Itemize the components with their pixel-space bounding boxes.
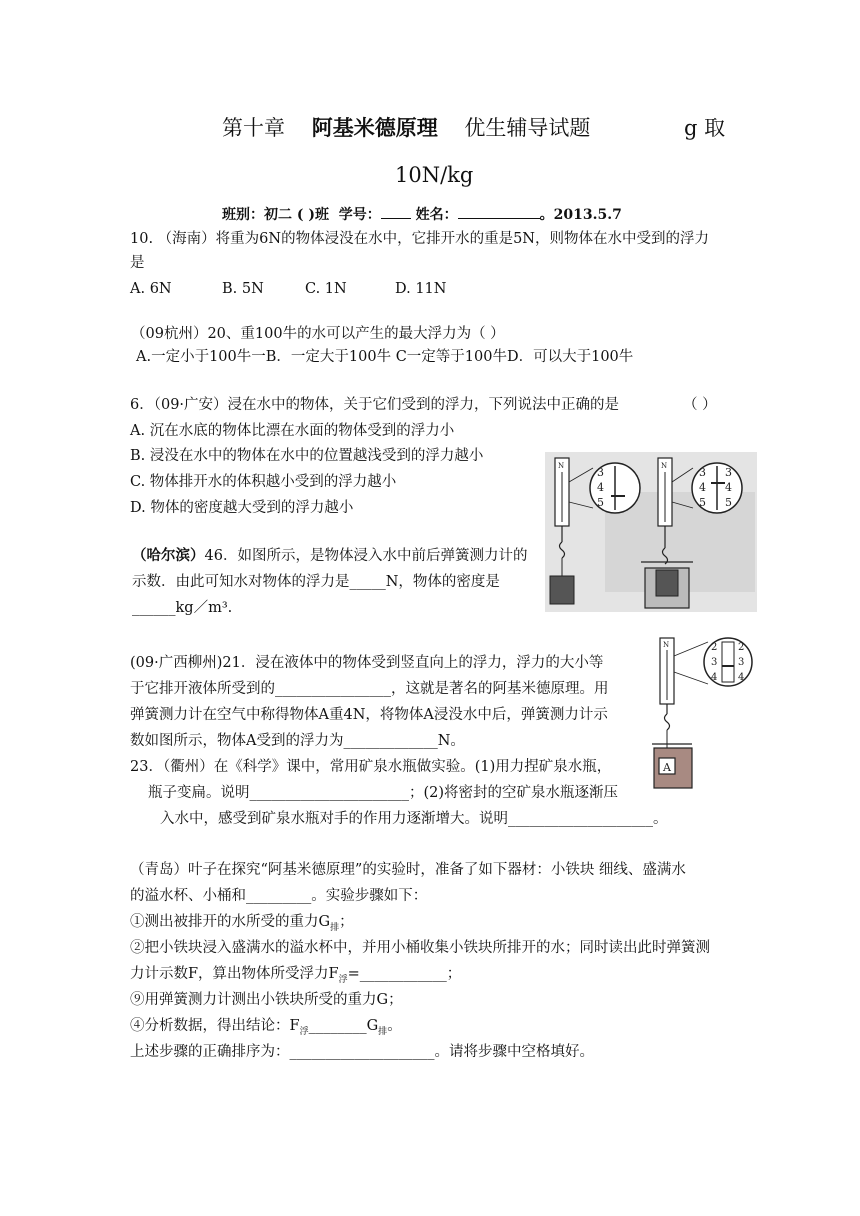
qd-step1-text: ①测出被排开的水所受的重力G: [130, 914, 331, 930]
fig1-left-tick-2: 4: [597, 481, 604, 494]
qd-last: 上述步骤的正确排序为：____________________。请将步骤中空格填好。: [130, 1044, 594, 1060]
q6-paren: （ ）: [683, 397, 717, 413]
class-label: 班别：初二 ( )班: [222, 207, 329, 223]
q10-line1: 10. （海南）将重为6N的物体浸没在水中，它排开水的重是5N，则物体在水中受到的浮力: [130, 231, 709, 247]
student-no-label: 学号：: [338, 207, 381, 223]
fig2-tick-2: 3: [711, 657, 718, 668]
fig2-tick-1: 2: [711, 642, 718, 653]
q46-line2: 示数．由此可知水对物体的浮力是_____N，物体的密度是: [132, 574, 500, 590]
q6-option-d: D. 物体的密度越大受到的浮力越小: [130, 500, 354, 516]
q21-line2: 于它排开液体所受到的________________，这就是著名的阿基米德原理。用: [130, 681, 609, 697]
qd-step1-sub: 排: [330, 922, 340, 933]
q21-line1: (09·广西柳州)21．浸在液体中的物体受到竖直向上的浮力，浮力的大小等: [130, 655, 604, 671]
q21-line3: 弹簧测力计在空气中称得物体A重4N，将物体A浸没水中后，弹簧测力计示: [130, 707, 608, 723]
qd-step2b: [130, 964, 461, 990]
qd-step4-blank: ________G: [308, 1018, 379, 1034]
qd-step4-sub1: 浮: [299, 1026, 309, 1037]
q10-line2: 是: [130, 255, 145, 271]
fig2-box-label: A: [663, 761, 671, 774]
q6-option-b: B. 浸没在水中的物体在水中的位置越浅受到的浮力越小: [130, 448, 484, 464]
fig1-right-tick-1: 3: [699, 466, 706, 479]
fig2-tick-3b: 4: [738, 672, 745, 683]
fig2-tick-3: 4: [711, 672, 718, 683]
name-label: 姓名：: [415, 207, 458, 223]
q23-line3: 入水中，感受到矿泉水瓶对手的作用力逐渐增大。说明____________________。: [160, 811, 668, 827]
spring-scale-figure-2-svg: [652, 632, 758, 792]
spring-scale-figure-1-svg: [545, 452, 757, 612]
qd-step1: [130, 912, 354, 938]
q6-option-a: A. 沉在水底的物体比漂在水面的物体受到的浮力小: [130, 423, 455, 439]
qd-step4-text: ④分析数据，得出结论：F: [130, 1018, 300, 1034]
q23-line1: 23．（衢州）在《科学》课中，常用矿泉水瓶做实验。(1)用力捏矿泉水瓶，: [130, 759, 612, 775]
fig1-right-scale-label: N: [661, 462, 668, 470]
spring-scale-figure-2: [652, 632, 758, 792]
qd-step4-sub2: 排: [378, 1026, 388, 1037]
fig1-right-tick-2b: 4: [725, 481, 732, 494]
q20-options: A.一定小于100牛一B．一定大于100牛 C一定等于100牛D．可以大于100牛: [136, 349, 634, 365]
title-g-note: g 取: [684, 116, 726, 140]
title-subtitle: 优生辅导试题: [464, 116, 591, 140]
q10-options: [130, 279, 446, 299]
q21-line4: 数如图所示，物体A受到的浮力为_____________N。: [130, 733, 465, 749]
fig1-left-scale-label: N: [558, 462, 565, 470]
info-line: [222, 204, 622, 225]
q10-option-b: B. 5N: [222, 281, 264, 297]
fig1-right-tick-1b: 3: [725, 466, 732, 479]
name-blank: [458, 204, 540, 219]
q6-stem: 6．（09·广安）浸在水中的物体，关于它们受到的浮力，下列说法中正确的是: [130, 397, 620, 413]
fig1-right-tick-3b: 5: [725, 496, 732, 509]
q46-line3: ______kg／m³.: [132, 600, 233, 616]
qd-step1-end: ；: [339, 914, 354, 930]
q10-option-a: A. 6N: [130, 281, 172, 297]
q6-option-c: C. 物体排开水的体积越小受到的浮力越小: [130, 474, 397, 490]
qd-step2b-sub: 浮: [338, 974, 348, 985]
fig2-tick-2b: 3: [738, 657, 745, 668]
q20-stem: （09杭州）20、重100牛的水可以产生的最大浮力为（ ）: [131, 326, 505, 342]
qd-step2a: ②把小铁块浸入盛满水的溢水杯中，并用小桶收集小铁块所排开的水；同时读出此时弹簧测: [130, 940, 710, 956]
qd-line2: 的溢水杯、小桶和_________。实验步骤如下：: [130, 888, 428, 904]
qd-step4: [130, 1016, 402, 1042]
qd-line1: （青岛）叶子在探究“阿基米德原理”的实验时，准备了如下器材：小铁块 细线、盛满水: [130, 862, 686, 878]
q10-option-c: C. 1N: [305, 281, 347, 297]
q10-option-d: D. 11N: [395, 281, 447, 297]
fig1-left-tick-3: 5: [597, 496, 604, 509]
q23-line2: 瓶子变扁。说明______________________；(2)将密封的空矿泉水瓶逐渐压: [148, 785, 619, 801]
date: 。2013.5.7: [539, 207, 622, 223]
q46-text1: 46．如图所示，是物体浸入水中前后弹簧测力计的: [204, 548, 528, 564]
page-title: [222, 113, 590, 143]
title-g-value: 10N/kg: [395, 163, 474, 187]
fig1-right-tick-3: 5: [699, 496, 706, 509]
fig1-left-tick-1: 3: [597, 466, 604, 479]
qd-step2b-text: 力计示数F，算出物体所受浮力F: [130, 966, 339, 982]
spring-scale-figure-1: [545, 452, 757, 612]
fig1-right-tick-2: 4: [699, 481, 706, 494]
student-no-blank: [381, 204, 411, 219]
title-name: 阿基米德原理: [311, 115, 438, 140]
qd-step4-end: 。: [387, 1018, 402, 1034]
q46-line1: [132, 546, 527, 566]
title-chapter: 第十章: [222, 116, 285, 140]
qd-step3: ⑨用弹簧测力计测出小铁块所受的重力G；: [130, 992, 403, 1008]
fig2-scale-label: N: [663, 641, 670, 649]
qd-step2b-end: =____________；: [347, 966, 462, 982]
fig2-tick-1b: 2: [738, 642, 745, 653]
q46-source: （哈尔滨）: [132, 547, 205, 564]
